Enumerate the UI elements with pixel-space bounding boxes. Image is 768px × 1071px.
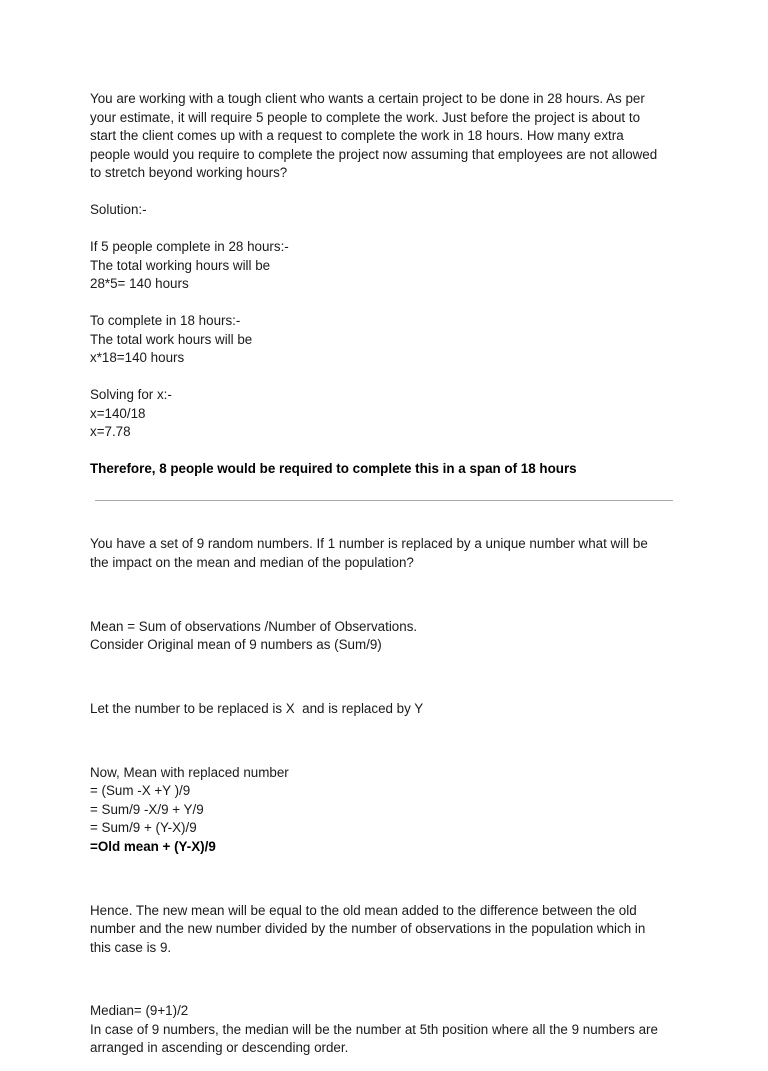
step-line: The total work hours will be [90,331,253,347]
solution-label [90,201,690,220]
question-line: start the client comes up with a request to complete the work in 18 hours. How many extra [90,128,624,143]
spacer [90,586,690,605]
problem-1 [90,90,690,479]
median-line: Median= (9+1)/2 [90,1003,189,1019]
hence-line: this case is 9. [90,939,172,955]
spacer [90,870,690,889]
mean-definition [90,618,690,655]
section-divider [95,500,673,501]
derivation-line: = (Sum -X +Y )/9 [90,783,191,799]
question-line: You are working with a tough client who wants a certain project to be done in 28 hours. As per [90,91,645,106]
step-line: Solving for x:- [90,387,172,402]
median-line: arranged in ascending or descending order. [90,1040,349,1056]
problem-2-question [90,535,690,572]
step-line: If 5 people complete in 28 hours:- [90,239,289,254]
hence-line: Hence. The new mean will be equal to the old mean added to the difference between the old [90,902,637,918]
replace-line: Let the number to be replaced is X and is replaced by Y [90,700,424,716]
step-line: To complete in 18 hours:- [90,313,241,328]
hence-paragraph [90,902,690,958]
derivation-line: = Sum/9 + (Y-X)/9 [90,820,197,836]
step-line: x*18=140 hours [90,350,185,365]
spacer [90,294,690,313]
question-line: people would you require to complete the project now assuming that employees are not allowed [90,146,658,162]
step-line: The total working hours will be [90,257,271,273]
mean-derivation [90,764,690,857]
solution-heading: Solution:- [90,202,147,217]
question-line: You have a set of 9 random numbers. If 1 number is replaced by a unique number what will be [90,536,648,552]
solution-step-3 [90,386,690,442]
question-line: to stretch beyond working hours? [90,165,288,180]
problem-1-question [90,90,690,183]
question-line: the impact on the mean and median of the population? [90,554,414,570]
spacer [90,668,690,687]
spacer [90,732,690,751]
problem-2 [90,522,690,1071]
spacer [90,970,690,989]
step-line: x=140/18 [90,405,146,421]
conclusion [90,460,690,479]
median-paragraph [90,1002,690,1058]
derivation-line: Now, Mean with replaced number [90,764,289,780]
mean-line: Consider Original mean of 9 numbers as (Sum/9) [90,637,382,653]
step-line: 28*5= 140 hours [90,276,189,291]
hence-line: number and the new number divided by the number of observations in the population which in [90,921,646,937]
conclusion-text: Therefore, 8 people would be required to complete this in a span of 18 hours [90,461,577,476]
solution-step-2 [90,312,690,368]
derivation-result: =Old mean + (Y-X)/9 [90,838,216,854]
spacer [90,368,690,387]
replace-statement [90,700,690,719]
spacer [90,442,690,461]
mean-line: Mean = Sum of observations /Number of Observations. [90,618,418,634]
median-line: In case of 9 numbers, the median will be the number at 5th position where all the 9 numbers are [90,1021,658,1037]
spacer [90,183,690,202]
step-line: x=7.78 [90,424,131,439]
spacer [90,220,690,239]
solution-step-1 [90,238,690,294]
derivation-line: = Sum/9 -X/9 + Y/9 [90,801,204,817]
question-line: your estimate, it will require 5 people to complete the work. Just before the project is about to [90,109,641,125]
